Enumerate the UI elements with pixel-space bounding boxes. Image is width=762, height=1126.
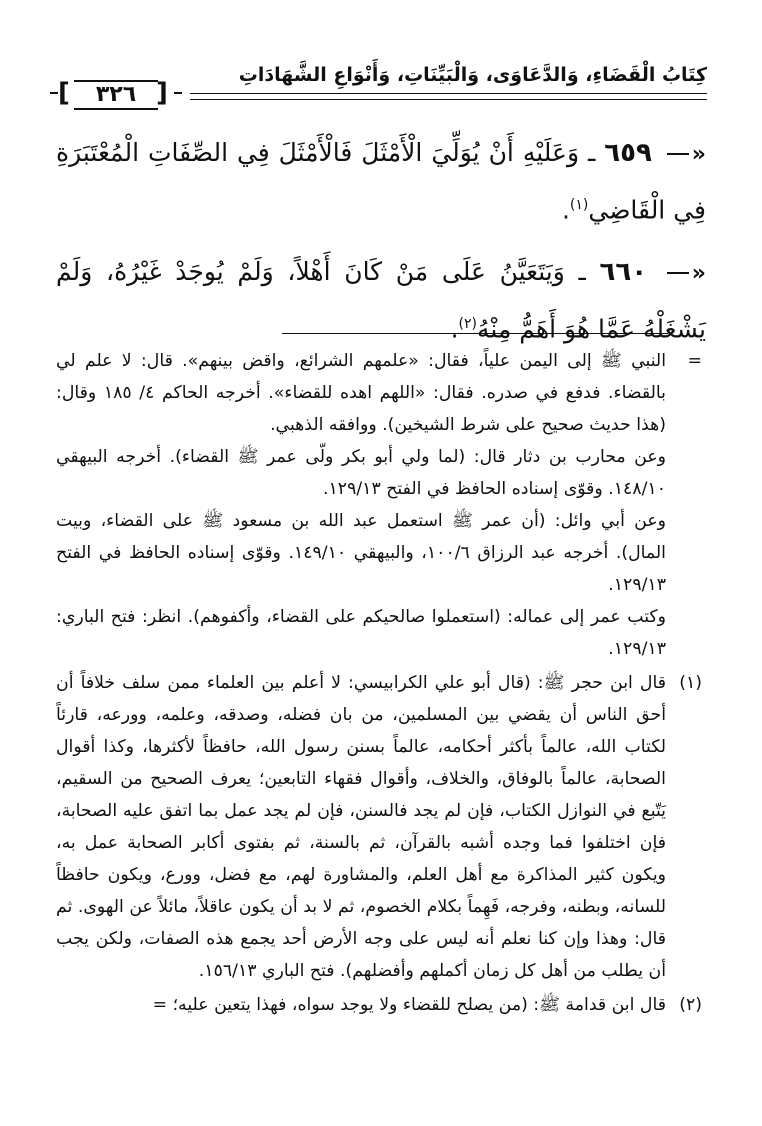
footnote-2 xyxy=(56,989,706,1021)
footnote-ref[interactable]: (٢) xyxy=(458,316,478,333)
masala-marker xyxy=(667,247,706,299)
masala-end: . xyxy=(561,195,570,225)
ornament-icon: » xyxy=(691,142,706,167)
masala-end: . xyxy=(450,314,459,344)
footnotes xyxy=(56,345,706,1023)
footnote-paragraph: وعن محارب بن دثار قال: (لما ولي أبو بكر ولّى عمر ﷺ القضاء). أخرجه البيهقي ١٤٨/١٠. وقوّى إسناده الحافظ في الفتح ١٢٩/١٣. xyxy=(56,447,666,499)
page-number-badge xyxy=(52,78,180,112)
masala-number: ٦٥٩ xyxy=(604,138,652,168)
marker-line xyxy=(667,272,689,274)
masala-660 xyxy=(56,247,706,354)
masala-marker xyxy=(667,128,706,180)
bracket-right: ] xyxy=(156,78,168,108)
footnote-paragraph: وعن أبي وائل: (أن عمر ﷺ استعمل عبد الله بن مسعود ﷺ على القضاء، وبيت المال). أخرجه عبد الرزاق ١٠٠/٦، والبيهقي ١٤٩/١٠. وقوّى إسناده الحافظ في الفتح ١٢٩/١٣. xyxy=(56,511,666,595)
main-text xyxy=(56,128,706,367)
running-title: كِتَابُ الْقَضَاءِ، وَالدَّعَاوَى، وَالْبَيِّنَاتِ، وَأَنْوَاعِ الشَّهَادَاتِ xyxy=(238,64,707,86)
footnote-mark: = xyxy=(687,351,702,371)
masala-number: ٦٦٠ xyxy=(599,257,648,288)
footnote-1 xyxy=(56,667,706,987)
header-rule xyxy=(190,93,707,94)
ornament-icon: » xyxy=(691,261,706,287)
footnote-mark: (١) xyxy=(679,673,702,693)
badge-dash xyxy=(174,92,182,94)
marker-line xyxy=(667,153,689,155)
header-rule xyxy=(190,99,707,100)
footnote-mark: (٢) xyxy=(679,995,702,1015)
footnote-paragraph: قال ابن حجر ﷺ: (قال أبو علي الكرابيسي: لا أعلم بين العلماء ممن سلف خلافاً أن أحق الناس أن يقضي بين المسلمين، من بان فضله، وصدقه، وعلمه، وورعه، قارئاً لكتاب الله، عالماً بأكثر أحكامه، عالماً بسنن رسول الله، حافظاً لأكثرها، وكذا أقوال الصحابة، عالماً بالوفاق، والخلاف، وأقوال فقهاء التابعين؛ يعرف الصحيح من السقيم، يَتّبع في النوازل الكتاب، فإن لم يجد فالسنن، فإن لم يجد عمل بما اتفق عليه الصحابة، فإن اختلفوا فما وجده أشبه بالقرآن، ثم بالسنة، ثم بفتوى أكابر الصحابة عمل به، ويكون كثير المذاكرة مع أهل العلم، والمشاورة لهم، مع فضل، وورع، ويكون حافظاً للسانه، وبطنه، وفرجه، فَهِماً بكلام الخصوم، ثم لا بد أن يكون عاقلاً، مائلاً عن الهوى. ثم قال: وهذا وإن كنا نعلم أنه ليس على وجه الأرض أحد يجمع هذه الصفات، ولكن يجب أن يطلب من أهل كل زمان أكملهم وأفضلهم). فتح الباري ١٥٦/١٣. xyxy=(56,673,666,981)
badge-dash xyxy=(50,92,58,94)
masala-text: ـ وَعَلَيْهِ أَنْ يُوَلِّيَ الْأَمْثَلَ فَالْأَمْثَلَ فِي الصِّفَاتِ الْمُعْتَبَرَةِ فِي الْقَاضِي xyxy=(56,138,706,225)
footnote-separator xyxy=(282,333,668,334)
footnote-ref[interactable]: (١) xyxy=(569,197,589,213)
masala-659 xyxy=(56,128,706,235)
footnote-continued xyxy=(56,345,706,665)
masala-text: ـ وَيَتَعَيَّنُ عَلَى مَنْ كَانَ أَهْلاً، وَلَمْ يُوجَدْ غَيْرُهُ، وَلَمْ يَشْغَلْهُ عَمَّا هُوَ أَهَمُّ مِنْهُ xyxy=(56,257,706,344)
page-number: ٣٢٦ xyxy=(74,80,158,110)
page-header xyxy=(52,58,707,118)
footnote-paragraph: قال ابن قدامة ﷺ: (من يصلح للقضاء ولا يوجد سواه، فهذا يتعين عليه؛ = xyxy=(152,995,666,1015)
footnote-paragraph: النبي ﷺ إلى اليمن علياً، فقال: «علمهم الشرائع، واقض بينهم». قال: لا علم لي بالقضاء. فدفع في صدره. فقال: «اللهم اهده للقضاء». أخرجه الحاكم ٤/ ١٨٥ وقال: (هذا حديث صحيح على شرط الشيخين). ووافقه الذهبي. xyxy=(56,351,666,435)
bracket-left: [ xyxy=(58,78,70,108)
footnote-paragraph: وكتب عمر إلى عماله: (استعملوا صالحيكم على القضاء، وأكفوهم). انظر: فتح الباري: ١٢٩/١٣. xyxy=(56,607,666,659)
